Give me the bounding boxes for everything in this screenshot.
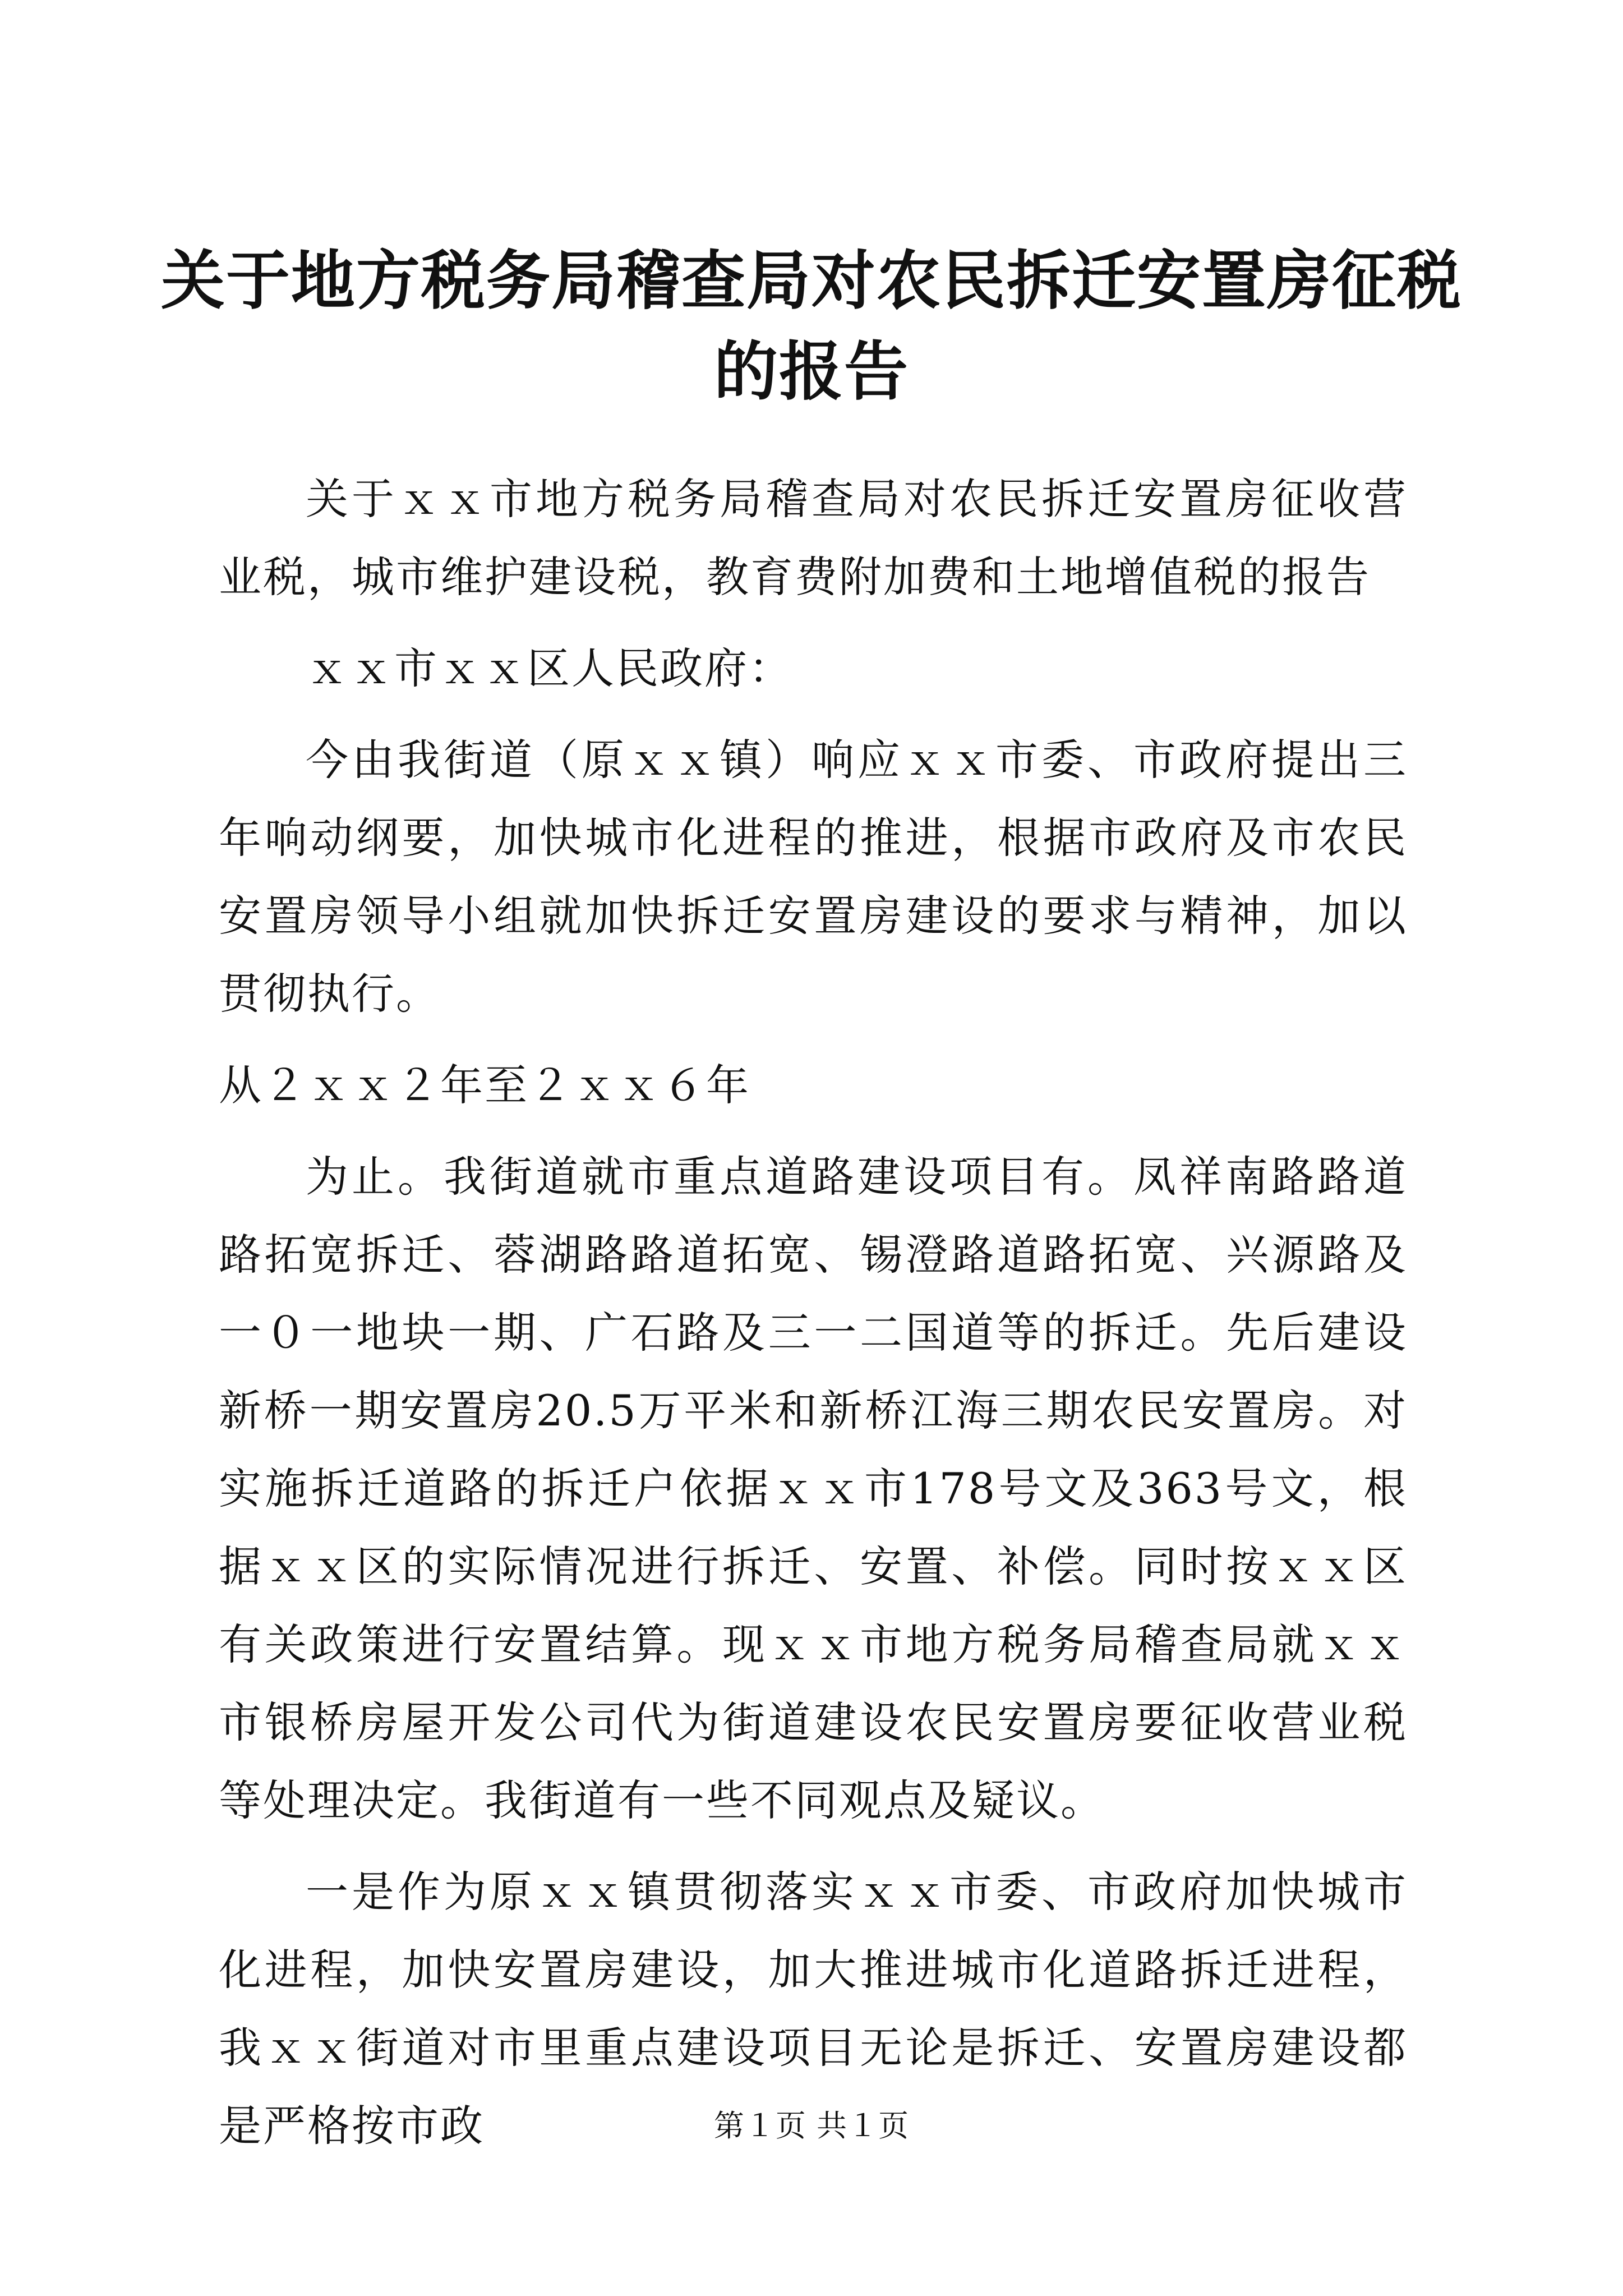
paragraph-date-range: 从２ｘｘ２年至２ｘｘ６年 [219,1060,750,1110]
paragraph-projects: 为止。我街道就市重点道路建设项目有。凤祥南路路道路拓宽拆迁、蓉湖路路道拓宽、锡澄路道路拓宽、兴源路及一０一地块一期、广石路及三一二国道等的拆迁。先后建设新桥一期安置房20.5万平米和新桥江海三期农民安置房。对实施拆迁道路的拆迁户依据ｘｘ市178号文及363号文，根据ｘｘ区的实际情况进行拆迁、安置、补偿。同时按ｘｘ区有关政策进行安置结算。现ｘｘ市地方税务局稽查局就ｘｘ市银桥房屋开发公司代为街道建设农民安置房要征收营业税等处理决定。我街道有一些不同观点及疑议。 [219,1152,1408,1825]
paragraph-point-one: 一是作为原ｘｘ镇贯彻落实ｘｘ市委、市政府加快城市化进程，加快安置房建设，加大推进城市化道路拆迁进程，我ｘｘ街道对市里重点建设项目无论是拆迁、安置房建设都是严格按市政 [219,1867,1408,2151]
page-footer: 第１页 共１页 [713,2108,910,2143]
document-title [140,236,1483,417]
paragraph-report-subject: 关于ｘｘ市地方税务局稽查局对农民拆迁安置房征收营业税，城市维护建设税，教育费附加费和土地增值税的报告 [219,474,1408,602]
title-line-1: 关于地方税务局稽查局对农民拆迁安置房征税 [160,243,1462,318]
document-body [219,460,1408,2178]
paragraph-salutation: ｘｘ市ｘｘ区人民政府： [306,643,793,693]
paragraph-background: 今由我街道（原ｘｘ镇）响应ｘｘ市委、市政府提出三年响动纲要，加快城市化进程的推进，根据市政府及市农民安置房领导小组就加快拆迁安置房建设的要求与精神，加以贯彻执行。 [219,735,1408,1019]
title-line-2: 的报告 [713,334,909,409]
